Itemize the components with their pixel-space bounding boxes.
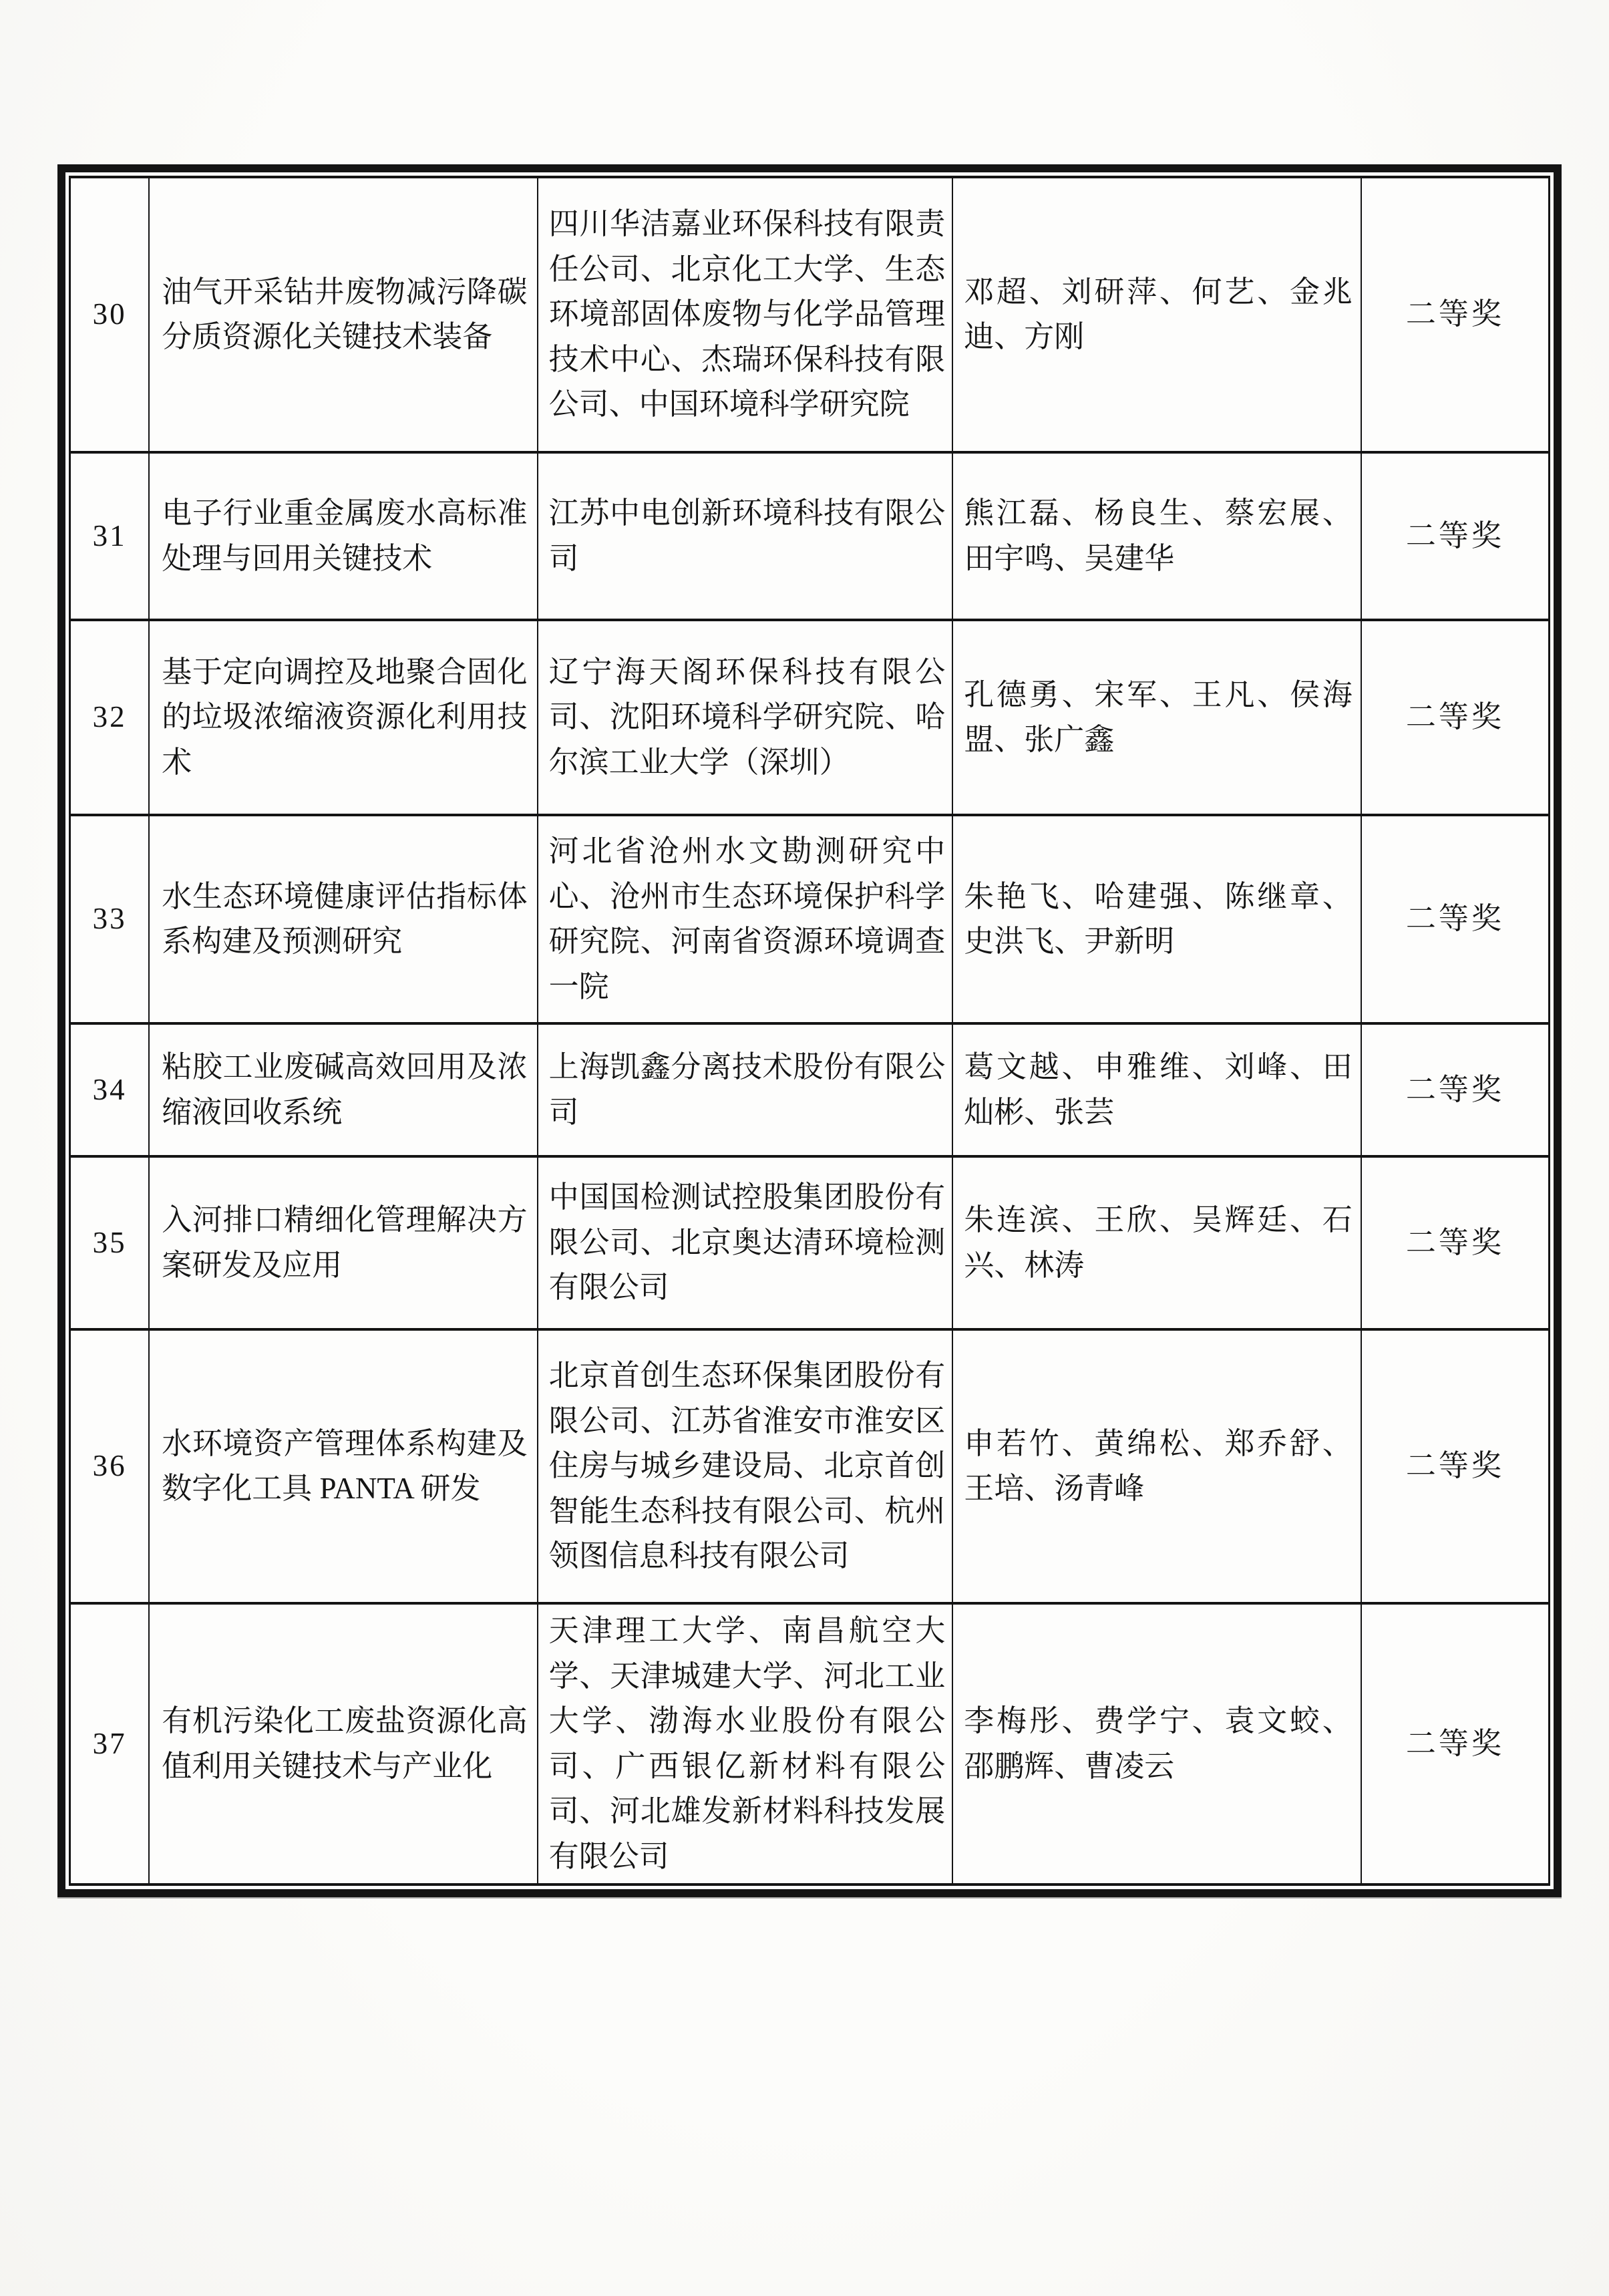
project-name-cell: 油气开采钻井废物减污降碳分质资源化关键技术装备 bbox=[149, 177, 537, 452]
project-name-cell: 水环境资产管理体系构建及数字化工具 PANTA 研发 bbox=[149, 1329, 537, 1603]
award-level-cell: 二等奖 bbox=[1361, 1329, 1550, 1603]
row-number-cell: 31 bbox=[70, 452, 150, 620]
organizations-cell: 辽宁海天阁环保科技有限公司、沈阳环境科学研究院、哈尔滨工业大学（深圳） bbox=[538, 620, 953, 815]
project-name-cell: 水生态环境健康评估指标体系构建及预测研究 bbox=[149, 815, 537, 1023]
table-row bbox=[70, 1329, 1550, 1603]
organizations-cell: 上海凯鑫分离技术股份有限公司 bbox=[538, 1023, 953, 1156]
row-number-cell: 32 bbox=[70, 620, 150, 815]
team-members-cell: 李梅彤、费学宁、袁文蛟、邵鹏辉、曹凌云 bbox=[952, 1603, 1361, 1884]
team-members-cell: 邓超、刘研萍、何艺、金兆迪、方刚 bbox=[952, 177, 1361, 452]
table-row bbox=[70, 1603, 1550, 1884]
award-level-cell: 二等奖 bbox=[1361, 1603, 1550, 1884]
team-members-cell: 朱连滨、王欣、吴辉廷、石兴、林涛 bbox=[952, 1156, 1361, 1329]
award-level-cell: 二等奖 bbox=[1361, 620, 1550, 815]
award-level-cell: 二等奖 bbox=[1361, 452, 1550, 620]
organizations-cell: 天津理工大学、南昌航空大学、天津城建大学、河北工业大学、渤海水业股份有限公司、广西银亿新材料有限公司、河北雄发新材料科技发展有限公司 bbox=[538, 1603, 953, 1884]
organizations-cell: 北京首创生态环保集团股份有限公司、江苏省淮安市淮安区住房与城乡建设局、北京首创智能生态科技有限公司、杭州领图信息科技有限公司 bbox=[538, 1329, 953, 1603]
table-row bbox=[70, 620, 1550, 815]
project-name-cell: 电子行业重金属废水高标准处理与回用关键技术 bbox=[149, 452, 537, 620]
table-row bbox=[70, 177, 1550, 452]
team-members-cell: 熊江磊、杨良生、蔡宏展、田宇鸣、吴建华 bbox=[952, 452, 1361, 620]
row-number-cell: 30 bbox=[70, 177, 150, 452]
project-name-cell: 基于定向调控及地聚合固化的垃圾浓缩液资源化利用技术 bbox=[149, 620, 537, 815]
row-number-cell: 35 bbox=[70, 1156, 150, 1329]
table-row bbox=[70, 452, 1550, 620]
table-row bbox=[70, 815, 1550, 1023]
awards-table-frame bbox=[57, 164, 1562, 1897]
awards-table bbox=[69, 176, 1550, 1886]
organizations-cell: 河北省沧州水文勘测研究中心、沧州市生态环境保护科学研究院、河南省资源环境调查一院 bbox=[538, 815, 953, 1023]
award-level-cell: 二等奖 bbox=[1361, 815, 1550, 1023]
table-row bbox=[70, 1156, 1550, 1329]
project-name-cell: 入河排口精细化管理解决方案研发及应用 bbox=[149, 1156, 537, 1329]
award-level-cell: 二等奖 bbox=[1361, 177, 1550, 452]
awards-table-body bbox=[70, 177, 1550, 1884]
row-number-cell: 37 bbox=[70, 1603, 150, 1884]
row-number-cell: 36 bbox=[70, 1329, 150, 1603]
table-row bbox=[70, 1023, 1550, 1156]
project-name-cell: 有机污染化工废盐资源化高值利用关键技术与产业化 bbox=[149, 1603, 537, 1884]
organizations-cell: 四川华洁嘉业环保科技有限责任公司、北京化工大学、生态环境部固体废物与化学品管理技术中心、杰瑞环保科技有限公司、中国环境科学研究院 bbox=[538, 177, 953, 452]
team-members-cell: 朱艳飞、哈建强、陈继章、史洪飞、尹新明 bbox=[952, 815, 1361, 1023]
project-name-cell: 粘胶工业废碱高效回用及浓缩液回收系统 bbox=[149, 1023, 537, 1156]
row-number-cell: 33 bbox=[70, 815, 150, 1023]
team-members-cell: 申若竹、黄绵松、郑乔舒、王培、汤青峰 bbox=[952, 1329, 1361, 1603]
award-level-cell: 二等奖 bbox=[1361, 1156, 1550, 1329]
organizations-cell: 中国国检测试控股集团股份有限公司、北京奥达清环境检测有限公司 bbox=[538, 1156, 953, 1329]
team-members-cell: 葛文越、申雅维、刘峰、田灿彬、张芸 bbox=[952, 1023, 1361, 1156]
award-level-cell: 二等奖 bbox=[1361, 1023, 1550, 1156]
row-number-cell: 34 bbox=[70, 1023, 150, 1156]
organizations-cell: 江苏中电创新环境科技有限公司 bbox=[538, 452, 953, 620]
team-members-cell: 孔德勇、宋军、王凡、侯海盟、张广鑫 bbox=[952, 620, 1361, 815]
